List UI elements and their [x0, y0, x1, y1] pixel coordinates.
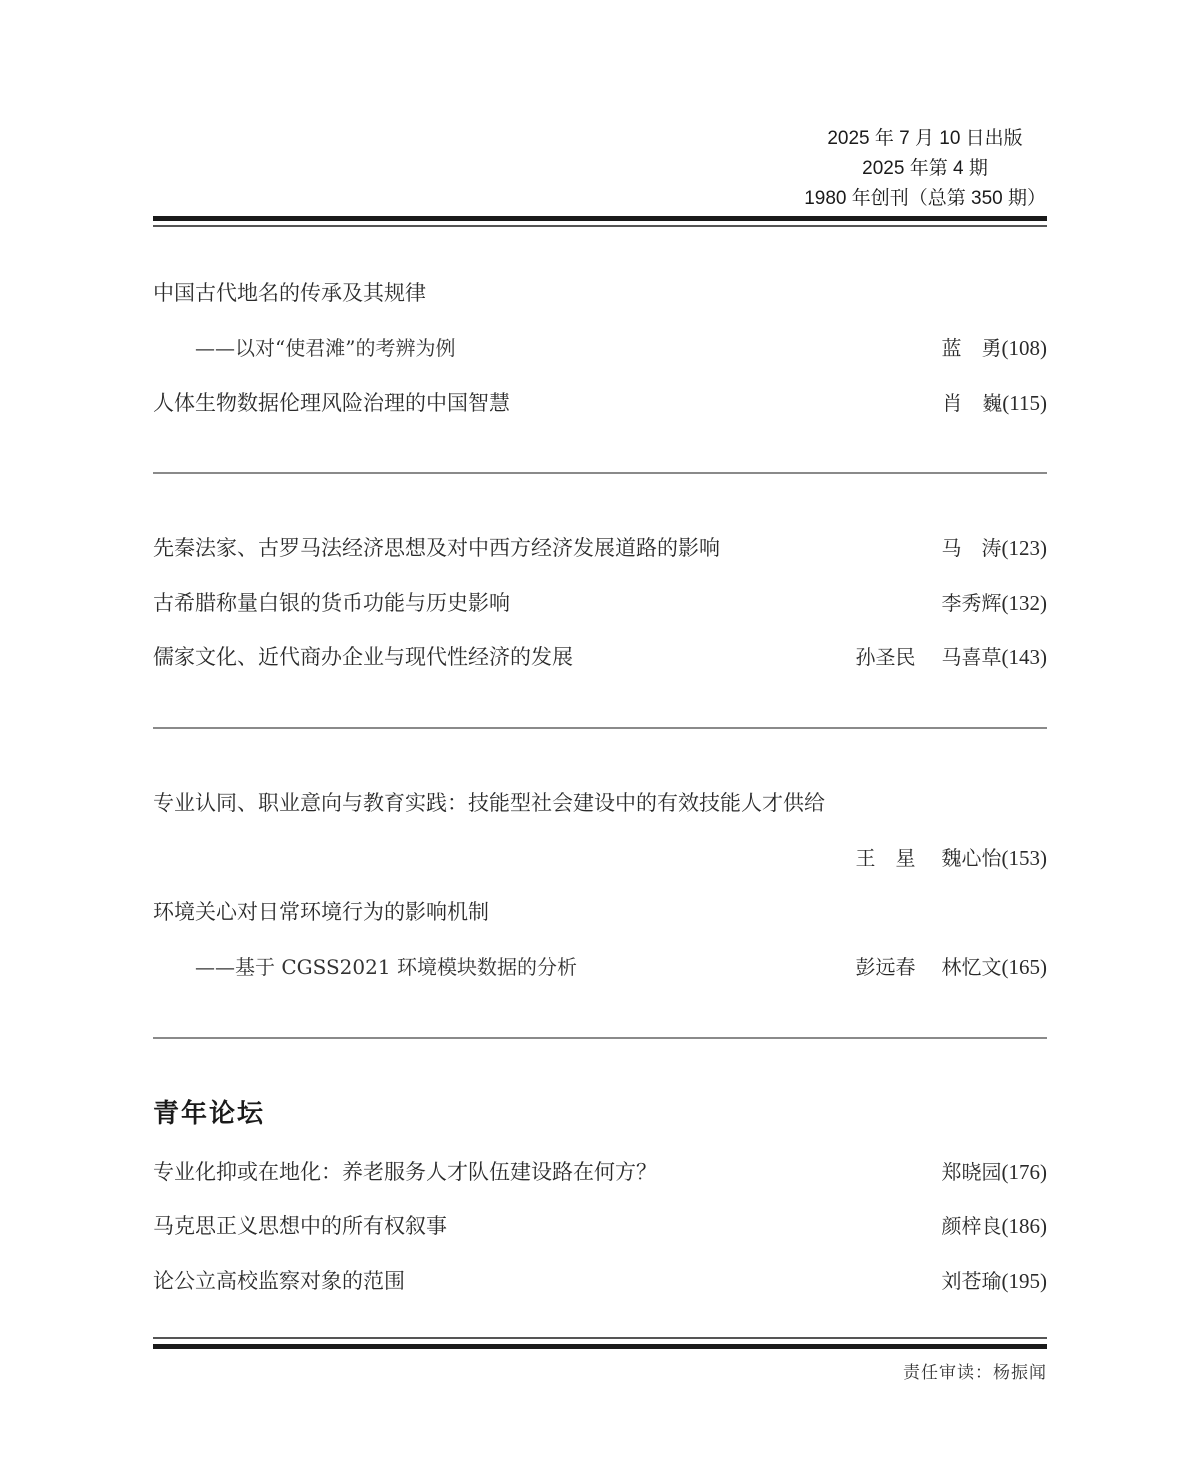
toc-entry[interactable]	[153, 1156, 1047, 1188]
article-authors	[942, 532, 1048, 564]
author-name: 魏心怡	[941, 846, 1002, 870]
article-title[interactable]: 马克思正义思想中的所有权叙事	[153, 1214, 447, 1238]
responsible-reviewer: 责任审读：杨振闻	[903, 1363, 1047, 1383]
section-heading-youth-forum: 青年论坛	[153, 1099, 266, 1129]
article-title[interactable]: 儒家文化、近代商办企业与现代性经济的发展	[153, 645, 573, 669]
header-rule-thick	[153, 216, 1047, 221]
author-name: 王 星	[855, 846, 916, 870]
article-title[interactable]: 先秦法家、古罗马法经济思想及对中西方经济发展道路的影响	[153, 536, 720, 560]
article-title[interactable]: 专业认同、职业意向与教育实践：技能型社会建设中的有效技能人才供给	[153, 791, 825, 815]
article-title[interactable]: 古希腊称量白银的货币功能与历史影响	[153, 591, 510, 615]
toc-entry[interactable]	[153, 896, 1047, 928]
issue-number: 2025 年第 4 期	[862, 158, 988, 179]
article-authors	[942, 387, 1047, 419]
page-number: (165)	[1001, 955, 1047, 979]
toc-entry[interactable]	[153, 641, 1047, 673]
author-name: 颜梓良	[941, 1214, 1002, 1238]
publish-date: 2025 年 7 月 10 日出版	[827, 128, 1023, 149]
author-name: 郑晓园	[941, 1160, 1002, 1184]
author-name: 肖 巍	[942, 391, 1003, 415]
page-number: (123)	[1001, 536, 1047, 560]
founding-info: 1980 年创刊（总第 350 期）	[804, 188, 1046, 209]
article-authors	[856, 641, 1048, 673]
author-name: 马喜草	[941, 645, 1002, 669]
toc-entry-subtitle-line	[153, 332, 1047, 364]
footer-rule-thick	[153, 1344, 1047, 1349]
section-divider	[153, 472, 1047, 474]
header-rule-thin	[153, 225, 1047, 227]
article-authors	[856, 951, 1048, 983]
issue-masthead	[780, 124, 1070, 214]
toc-entry[interactable]	[153, 387, 1047, 419]
toc-entry[interactable]	[153, 587, 1047, 619]
page-number: (195)	[1001, 1269, 1047, 1293]
toc-entry-author-line	[153, 842, 1047, 874]
toc-entry[interactable]	[153, 532, 1047, 564]
toc-entry[interactable]	[153, 1210, 1047, 1242]
page-number: (186)	[1001, 1214, 1047, 1238]
author-name: 李秀辉	[941, 591, 1002, 615]
author-name: 孙圣民	[855, 645, 916, 669]
footer-rule-thin	[153, 1337, 1047, 1339]
section-divider	[153, 727, 1047, 729]
page-number: (132)	[1001, 591, 1047, 615]
page-number: (115)	[1002, 391, 1047, 415]
author-name: 刘苍瑜	[941, 1269, 1002, 1293]
article-title[interactable]: 论公立高校监察对象的范围	[153, 1269, 405, 1293]
page-number: (143)	[1001, 645, 1047, 669]
author-name: 彭远春	[855, 955, 916, 979]
article-authors	[856, 842, 1048, 874]
article-subtitle: ——基于 CGSS2021 环境模块数据的分析	[195, 955, 577, 979]
article-authors	[942, 332, 1048, 364]
toc-entry-subtitle-line	[153, 951, 1047, 983]
toc-entry[interactable]	[153, 1265, 1047, 1297]
author-name: 马 涛	[941, 536, 1002, 560]
article-title[interactable]: 环境关心对日常环境行为的影响机制	[153, 900, 489, 924]
article-subtitle: ——以对“使君滩”的考辨为例	[195, 336, 456, 360]
section-divider	[153, 1037, 1047, 1039]
article-title[interactable]: 专业化抑或在地化：养老服务人才队伍建设路在何方？	[153, 1160, 657, 1184]
article-title[interactable]: 人体生物数据伦理风险治理的中国智慧	[153, 391, 510, 415]
page-number: (176)	[1001, 1160, 1047, 1184]
article-authors	[942, 1156, 1048, 1188]
article-authors	[942, 587, 1048, 619]
article-authors	[942, 1210, 1048, 1242]
author-name: 蓝 勇	[941, 336, 1002, 360]
article-title[interactable]: 中国古代地名的传承及其规律	[153, 281, 426, 305]
page-number: (153)	[1001, 846, 1047, 870]
author-name: 林忆文	[941, 955, 1002, 979]
toc-entry[interactable]	[153, 787, 1047, 819]
toc-entry[interactable]	[153, 277, 1047, 309]
page-number: (108)	[1001, 336, 1047, 360]
article-authors	[942, 1265, 1048, 1297]
